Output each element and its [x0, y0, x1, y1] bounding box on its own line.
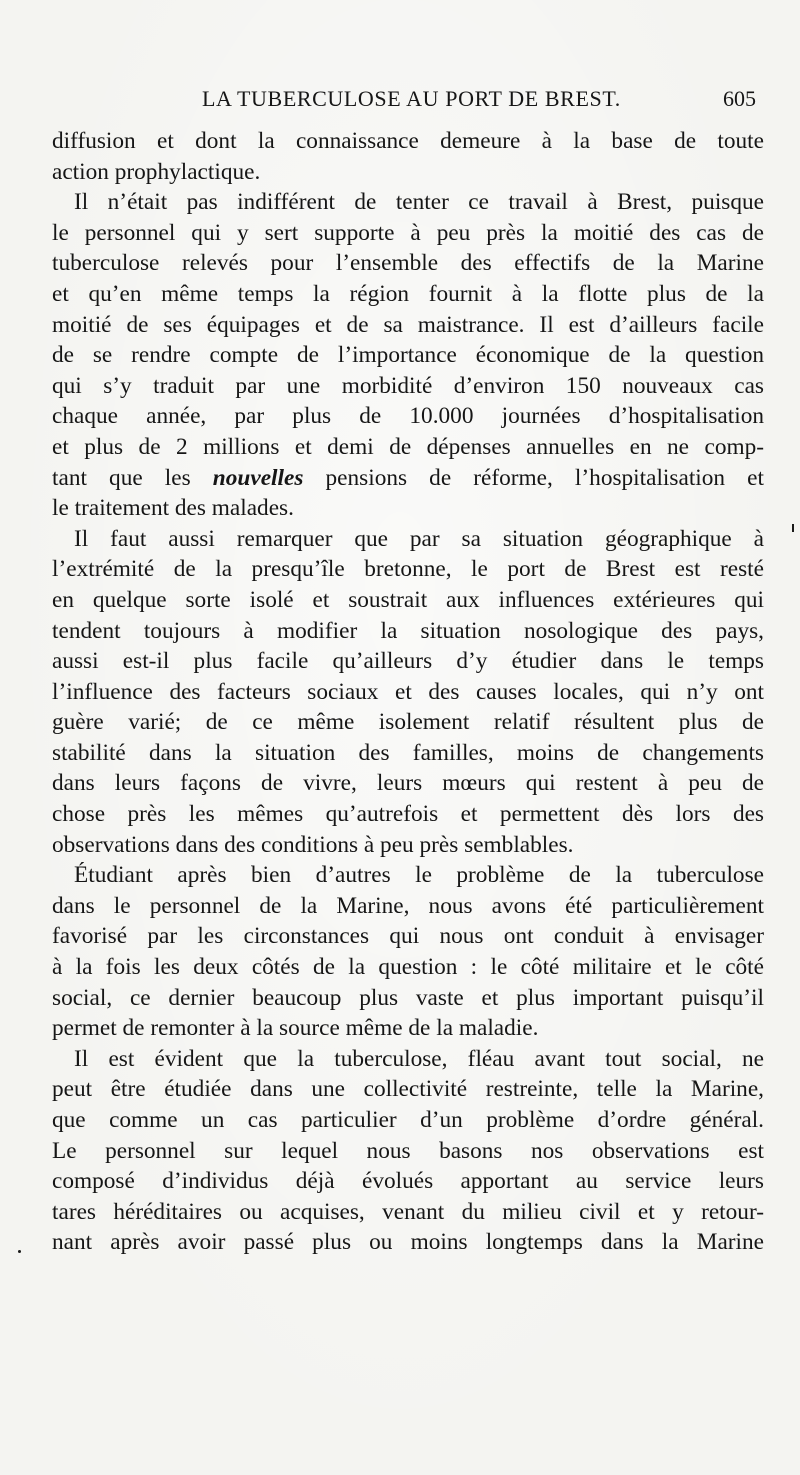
text-line: Il est évident que la tuberculose, fléau avant tout social, ne — [74, 1045, 764, 1072]
text-line: et plus de 2 millions et demi de dépenses annuelles en ne comp- — [52, 433, 764, 460]
text-line: diffusion et dont la connaissance demeure à la base de toute — [52, 128, 764, 154]
running-title: LA TUBERCULOSE AU PORT DE BREST. — [202, 86, 621, 111]
text-line: tant que les nouvelles pensions de réforme, l’hospitalisation et — [52, 464, 764, 491]
page-header — [52, 83, 764, 115]
text-line: l’influence des facteurs sociaux et des causes locales, qui n’y ont — [52, 678, 764, 705]
text-line: tares héréditaires ou acquises, venant du milieu civil et y retour- — [52, 1198, 764, 1225]
text-line: nant après avoir passé plus ou moins longtemps dans la Marine — [52, 1229, 764, 1256]
text-line: Il n’était pas indifférent de tenter ce travail à Brest, puisque — [74, 189, 764, 216]
text-line: aussi est-il plus facile qu’ailleurs d’y étudier dans le temps — [52, 648, 764, 675]
text-line: guère varié; de ce même isolement relatif résultent plus de — [52, 709, 764, 736]
text-line: dans leurs façons de vivre, leurs mœurs qui restent à peu de — [52, 770, 764, 797]
text-line: en quelque sorte isolé et soustrait aux influences extérieures qui — [52, 586, 764, 613]
text-line: social, ce dernier beaucoup plus vaste et plus important puisqu’il — [52, 984, 764, 1011]
text-line: chose près les mêmes qu’autrefois et permettent dès lors des — [52, 801, 764, 828]
emphasized-word: nouvelles — [212, 464, 304, 491]
text-line: action prophylactique. — [52, 158, 261, 185]
text-line: l’extrémité de la presqu’île bretonne, le port de Brest est resté — [52, 556, 764, 583]
text-line: de se rendre compte de l’importance économique de la question — [52, 342, 764, 369]
text-line: le personnel qui y sert supporte à peu près la moitié des cas de — [52, 219, 764, 246]
text-line: tendent toujours à modifier la situation nosologique des pays, — [52, 617, 764, 644]
text-line: dans le personnel de la Marine, nous avons été particulièrement — [52, 892, 764, 919]
text-line: que comme un cas particulier d’un problème d’ordre général. — [52, 1107, 764, 1133]
text-line: Il faut aussi remarquer que par sa situation géographique à — [74, 525, 764, 552]
body-text — [52, 126, 764, 1258]
text-line: stabilité dans la situation des familles, moins de changements — [52, 739, 764, 766]
text-line: tuberculose relevés pour l’ensemble des effectifs de la Marine — [52, 250, 764, 277]
text-line: observations dans des conditions à peu près semblables. — [52, 831, 574, 858]
text-line: composé d’individus déjà évolués apportant au service leurs — [52, 1168, 764, 1195]
text-line: Le personnel sur lequel nous basons nos observations est — [52, 1137, 764, 1164]
page-number: 605 — [723, 86, 756, 111]
text-line: à la fois les deux côtés de la question : le côté militaire et le côté — [52, 954, 764, 981]
text-line: permet de remonter à la source même de la maladie. — [52, 1015, 539, 1042]
text-line: et qu’en même temps la région fournit à la flotte plus de la — [52, 280, 764, 307]
text-line: peut être étudiée dans une collectivité restreinte, telle la Marine, — [52, 1076, 764, 1103]
text-line: qui s’y traduit par une morbidité d’environ 150 nouveaux cas — [52, 372, 764, 399]
text-line: moitié de ses équipages et de sa maistrance. Il est d’ailleurs facile — [52, 311, 764, 338]
scan-speck — [792, 524, 794, 532]
text-line: Étudiant après bien d’autres le problème de la tuberculose — [74, 862, 764, 889]
text-line: chaque année, par plus de 10.000 journées d’hospitalisation — [52, 403, 764, 430]
scan-speck — [18, 1250, 21, 1253]
text-line: favorisé par les circonstances qui nous ont conduit à envisager — [52, 923, 764, 950]
text-line: le traitement des malades. — [52, 495, 294, 522]
